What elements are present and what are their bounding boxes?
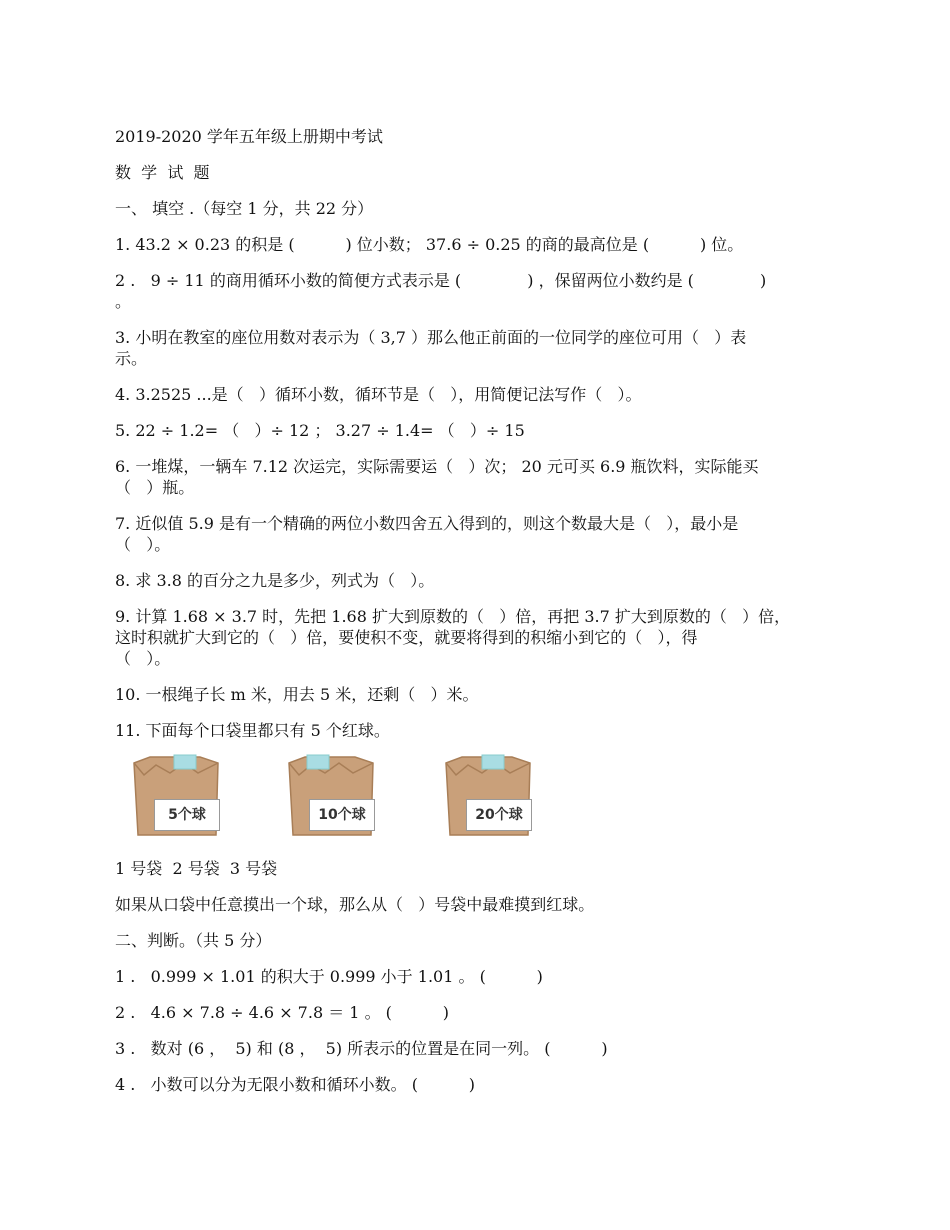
section-judge-heading: 二、判断。（共 5 分）: [115, 931, 272, 950]
judge-4: 4 . 小数可以分为无限小数和循环小数。 ( ): [115, 1075, 476, 1094]
exam-page: [115, 126, 835, 1095]
bags-illustration: [115, 753, 835, 858]
question-9-line-2: 这时积就扩大到它的（ ）倍，要使积不变，就要将得到的积缩小到它的（ ），得: [115, 628, 698, 647]
question-7-line-2: （ ）。: [115, 535, 171, 554]
section-fill-heading: 一、 填空 .（每空 1 分，共 22 分）: [115, 199, 374, 218]
question-1: 1. 43.2 × 0.23 的积是 ( ) 位小数； 37.6 ÷ 0.25 的商的最高位是 ( ) 位。: [115, 235, 744, 254]
exam-title: 2019-2020 学年五年级上册期中考试: [115, 127, 383, 146]
bags-caption: 1 号袋 2 号袋 3 号袋: [115, 859, 278, 878]
question-11: 11. 下面每个口袋里都只有 5 个红球。: [115, 721, 390, 740]
bag-2-image: [285, 753, 377, 843]
bag-1-image: [130, 753, 222, 843]
question-3-line-2: 示。: [115, 349, 148, 368]
judge-1: 1 . 0.999 × 1.01 的积大于 0.999 小于 1.01 。 ( ): [115, 967, 543, 986]
bag-2-label: 10个球: [309, 799, 375, 831]
question-3-line-1: 3. 小明在教室的座位用数对表示为（ 3,7 ）那么他正前面的一位同学的座位可用（ ）表: [115, 328, 747, 347]
exam-subtitle: 数 学 试 题: [115, 163, 210, 182]
bag-1-label: 5个球: [154, 799, 220, 831]
question-6-line-2: （ ）瓶。: [115, 478, 195, 497]
question-5: 5. 22 ÷ 1.2= （ ）÷ 12 ； 3.27 ÷ 1.4= （ ）÷ 15: [115, 421, 525, 440]
question-8: 8. 求 3.8 的百分之九是多少，列式为（ ）。: [115, 571, 435, 590]
question-2-line-2: 。: [115, 292, 132, 311]
question-4: 4. 3.2525 ...是（ ）循环小数，循环节是（ ），用简便记法写作（ ）。: [115, 385, 642, 404]
question-9: [115, 606, 835, 669]
question-2-line-1: 2 . 9 ÷ 11 的商用循环小数的简便方式表示是 ( ) ，保留两位小数约是 ( ): [115, 271, 767, 290]
bag-3-label: 20个球: [466, 799, 532, 831]
question-2: [115, 270, 835, 312]
question-10: 10. 一根绳子长 m 米，用去 5 米，还剩（ ）米。: [115, 685, 479, 704]
question-6: [115, 456, 835, 498]
question-7: [115, 513, 835, 555]
judge-3: 3 . 数对 (6 ， 5) 和 (8 ， 5) 所表示的位置是在同一列。 ( ): [115, 1039, 608, 1058]
bag-3-image: [442, 753, 534, 843]
judge-2: 2 . 4.6 × 7.8 ÷ 4.6 × 7.8 ＝ 1 。 ( ): [115, 1003, 449, 1022]
question-9-line-1: 9. 计算 1.68 × 3.7 时，先把 1.68 扩大到原数的（ ）倍，再把 3.7 扩大到原数的（ ）倍，: [115, 607, 791, 626]
question-6-line-1: 6. 一堆煤，一辆车 7.12 次运完，实际需要运（ ）次； 20 元可买 6.9 瓶饮料，实际能买: [115, 457, 759, 476]
question-9-line-3: （ ）。: [115, 649, 171, 668]
question-3: [115, 327, 835, 369]
question-7-line-1: 7. 近似值 5.9 是有一个精确的两位小数四舍五入得到的，则这个数最大是（ ），最小是: [115, 514, 739, 533]
question-11-follow-up: 如果从口袋中任意摸出一个球，那么从（ ）号袋中最难摸到红球。: [115, 895, 595, 914]
